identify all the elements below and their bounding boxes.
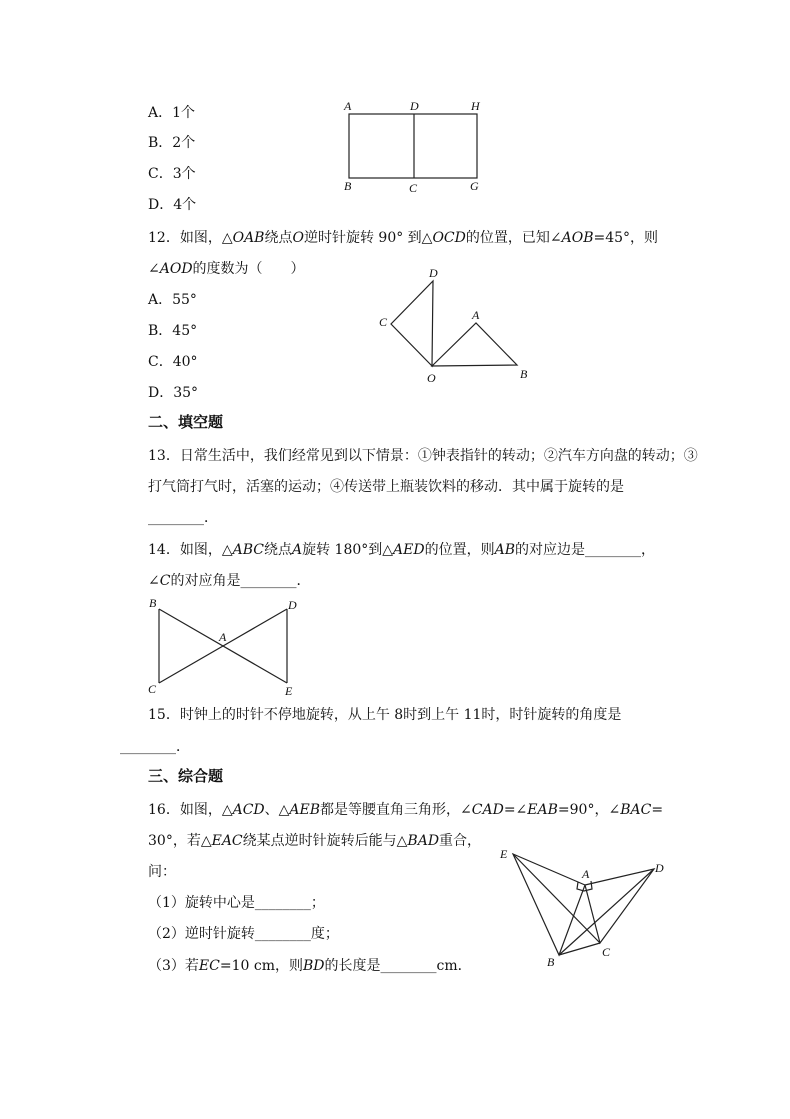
triangle-ocd [391,281,433,366]
label-c: C [379,315,388,329]
label-b: B [547,955,555,969]
q12-rotation-figure [375,264,535,389]
label-a: A [472,308,480,322]
label-d: D [655,861,664,875]
label-c: C [602,945,611,959]
q12-option-a: A．55° [148,292,197,308]
label-d: D [429,266,438,280]
section-title-fill-blank: 二、填空题 [148,413,224,431]
q14-line1: 14．如图，△ABC绕点A旋转 180°到△AED的位置，则AB的对应边是________， [148,542,656,558]
label-c: C [409,181,418,195]
label-c: C [148,682,157,696]
q11-option-d: D．4个 [148,197,197,213]
q15-line1: 15．时钟上的时针不停地旋转，从上午 8时到上午 11时，时针旋转的角度是 [148,707,622,723]
q12-stem-line2: ∠AOD的度数为（ ） [148,261,305,277]
label-b: B [520,367,528,381]
q16-triangles-figure [495,840,675,970]
q12-option-d: D．35° [148,385,199,401]
q14-bowtie-figure [145,595,310,700]
q12-stem-line1: 12．如图，△OAB绕点O逆时针旋转 90° 到△OCD的位置，已知∠AOB=45°，则 [148,230,659,246]
triangle-oab [432,323,517,366]
label-d: D [410,99,419,113]
q11-option-b: B．2个 [148,135,196,151]
segment-bd [559,869,654,955]
q16-line1: 16．如图，△ACD、△AEB都是等腰直角三角形，∠CAD=∠EAB=90°，∠BAC= [148,802,664,818]
label-e: E [500,847,508,861]
label-h: H [471,99,480,113]
q13-line2: 打气筒打气时，活塞的运动；④传送带上瓶装饮料的移动．其中属于旋转的是 [148,479,624,495]
label-a: A [219,630,227,644]
triangle-aeb [513,854,585,955]
label-a: A [582,867,590,881]
q12-option-c: C．40° [148,354,198,370]
q11-rectangles-figure [340,96,490,196]
label-b: B [344,179,352,193]
q13-answer-blank: ________． [148,510,218,526]
q11-option-c: C．3个 [148,166,196,182]
label-o: O [427,371,436,385]
q12-option-b: B．45° [148,323,198,339]
q16-sub3: （3）若EC=10 cm，则BD的长度是________cm． [148,958,472,974]
q11-option-a: A．1个 [148,105,196,121]
triangle-acd [585,869,654,943]
label-g: G [470,179,479,193]
q14-line2: ∠C的对应角是________． [148,573,311,589]
label-b: B [149,596,157,610]
section-title-comprehensive: 三、综合题 [148,767,224,785]
q16-sub1: （1）旋转中心是________； [148,895,325,911]
rectangle-abgh [349,114,477,178]
q15-answer-blank: ________． [120,739,190,755]
q13-line1: 13．日常生活中，我们经常见到以下情景：①钟表指针的转动；②汽车方向盘的转动；③ [148,448,698,464]
label-e: E [285,684,293,698]
label-d: D [288,598,297,612]
q16-line2: 30°，若△EAC绕某点逆时针旋转后能与△BAD重合， [148,833,482,849]
label-a: A [344,99,352,113]
q16-sub2: （2）逆时针旋转________度； [148,926,339,942]
q16-ask: 问： [148,864,176,880]
